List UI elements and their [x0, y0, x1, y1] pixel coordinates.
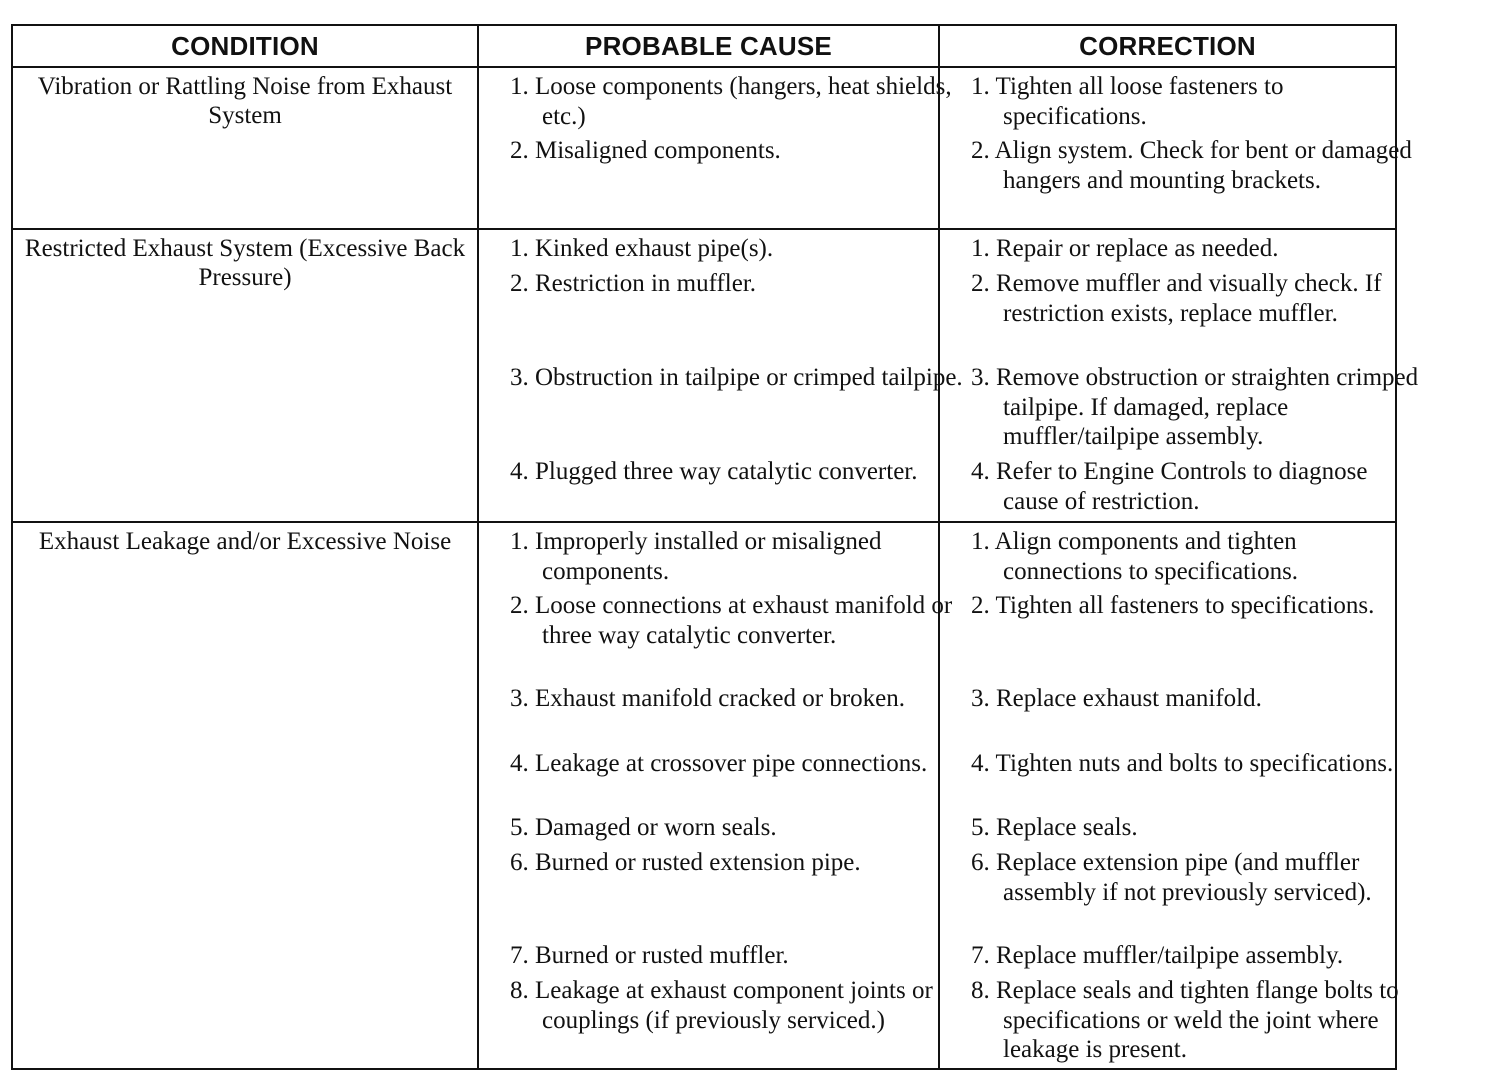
cause-item: 4. Plugged three way catalytic converter.: [510, 458, 918, 485]
correction-item: 4. Tighten nuts and bolts to specifications.: [971, 750, 1394, 777]
correction-item: 8. Replace seals and tighten flange bolts to specifications or weld the joint where leakage is present.: [971, 977, 1399, 1063]
diagnosis-table: [11, 24, 1419, 1070]
table-row: [13, 523, 1399, 1070]
correction-item: 1. Repair or replace as needed.: [971, 235, 1279, 262]
table-row: [13, 230, 1419, 523]
cause-item: 6. Burned or rusted extension pipe.: [510, 849, 861, 876]
cause-item: 2. Misaligned components.: [510, 137, 781, 164]
cause-item: 8. Leakage at exhaust component joints or couplings (if previously serviced.): [510, 977, 933, 1034]
cause-item: 2. Loose connections at exhaust manifold or three way catalytic converter.: [510, 592, 953, 649]
correction-item: 2. Align system. Check for bent or damaged hangers and mounting brackets.: [971, 137, 1412, 194]
correction-item: 2. Tighten all fasteners to specifications.: [971, 592, 1375, 619]
correction-item: 5. Replace seals.: [971, 814, 1138, 841]
correction-item: 7. Replace muffler/tailpipe assembly.: [971, 942, 1344, 969]
cause-item: 4. Leakage at crossover pipe connections.: [510, 750, 928, 777]
cause-item: 3. Exhaust manifold cracked or broken.: [510, 685, 906, 712]
cause-item: 1. Kinked exhaust pipe(s).: [510, 235, 774, 262]
header-probable-cause: PROBABLE CAUSE: [585, 31, 832, 61]
correction-item: 3. Replace exhaust manifold.: [971, 685, 1262, 712]
header-condition: CONDITION: [171, 31, 319, 61]
header-correction: CORRECTION: [1079, 31, 1256, 61]
correction-item: 6. Replace extension pipe (and muffler assembly if not previously serviced).: [971, 849, 1372, 906]
condition-cell: Exhaust Leakage and/or Excessive Noise: [38, 528, 452, 555]
cause-item: 1. Improperly installed or misaligned components.: [510, 528, 882, 585]
correction-item: 1. Tighten all loose fasteners to specifications.: [971, 73, 1284, 130]
cause-item: 5. Damaged or worn seals.: [510, 814, 777, 841]
correction-item: 1. Align components and tighten connections to specifications.: [971, 528, 1299, 585]
cause-item: 7. Burned or rusted muffler.: [510, 942, 789, 969]
cause-item: 3. Obstruction in tailpipe or crimped tailpipe.: [510, 364, 963, 391]
cause-item: 2. Restriction in muffler.: [510, 270, 757, 297]
condition-cell: Restricted Exhaust System (Excessive Back Pressure): [24, 235, 466, 291]
cause-item: 1. Loose components (hangers, heat shields, etc.): [510, 73, 952, 130]
table-row: [13, 68, 1412, 230]
condition-cell: Vibration or Rattling Noise from Exhaust System: [37, 73, 453, 129]
correction-item: 3. Remove obstruction or straighten crimped tailpipe. If damaged, replace muffler/tailpipe assembly.: [971, 364, 1419, 450]
correction-item: 4. Refer to Engine Controls to diagnose cause of restriction.: [971, 458, 1368, 515]
correction-item: 2. Remove muffler and visually check. If restriction exists, replace muffler.: [971, 270, 1382, 327]
table-header: [13, 26, 1395, 68]
